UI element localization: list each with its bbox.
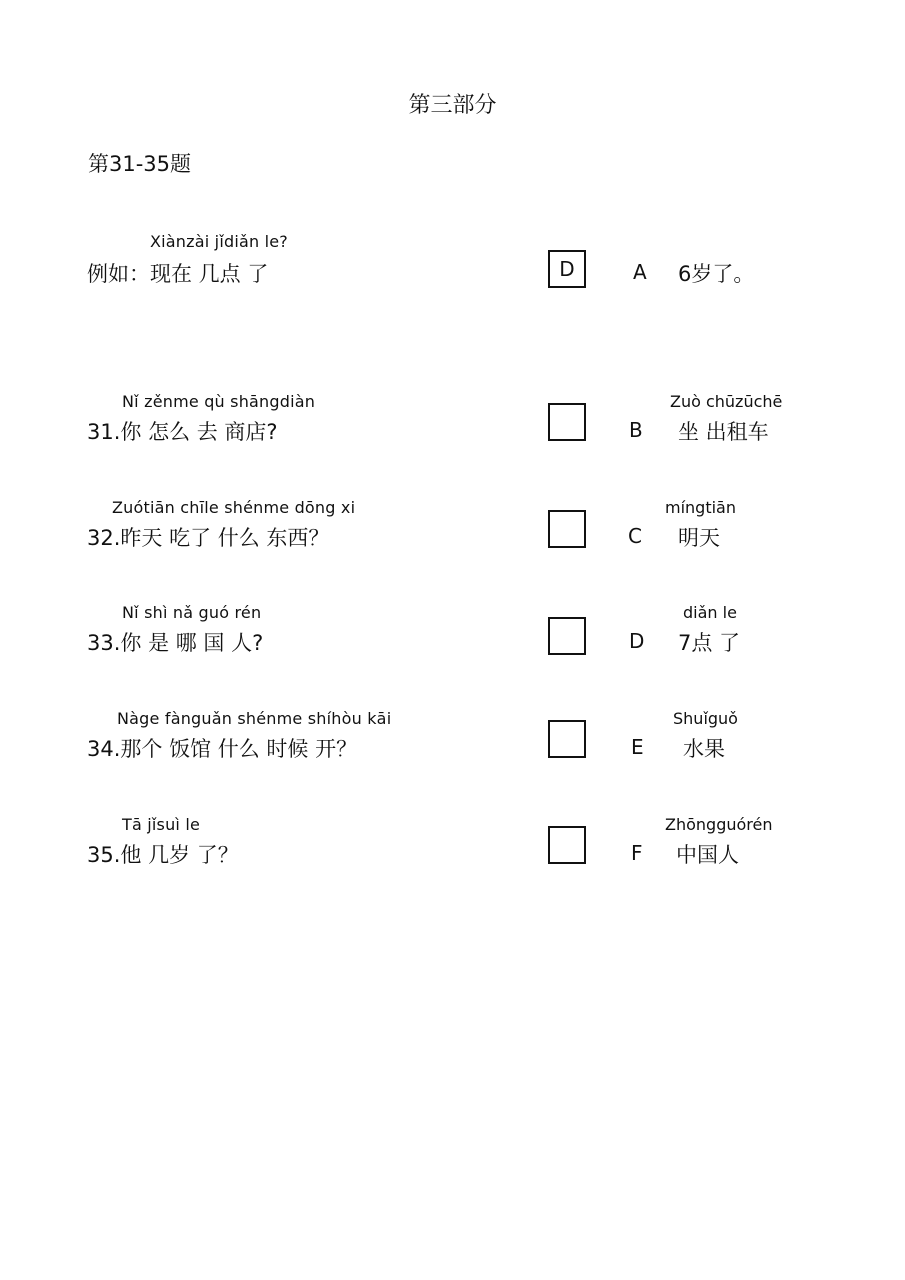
option-f-pinyin: Zhōngguórén <box>665 815 773 834</box>
option-text-c: 明天 <box>678 526 720 550</box>
option-text-a: 6岁了。 <box>678 262 755 286</box>
option-text-f: 中国人 <box>676 843 739 867</box>
question-34-answer-box[interactable] <box>548 720 586 758</box>
question-33-answer-box[interactable] <box>548 617 586 655</box>
question-33-text: 33.你 是 哪 国 人? <box>87 631 264 655</box>
option-letter-f: F <box>631 841 643 865</box>
question-32-answer-box[interactable] <box>548 510 586 548</box>
option-letter-b: B <box>629 418 643 442</box>
question-32-pinyin: Zuótiān chīle shénme dōng xi <box>112 498 356 517</box>
question-34-pinyin: Nàge fànguǎn shénme shíhòu kāi <box>117 709 392 728</box>
question-33-pinyin: Nǐ shì nǎ guó rén <box>122 603 262 622</box>
option-text-d: 7点 了 <box>678 631 741 655</box>
option-d-pinyin: diǎn le <box>683 603 737 622</box>
option-text-e: 水果 <box>683 737 725 761</box>
option-letter-d: D <box>629 629 645 653</box>
option-letter-c: C <box>628 524 642 548</box>
question-35-answer-box[interactable] <box>548 826 586 864</box>
example-pinyin: Xiànzài jǐdiǎn le? <box>150 232 288 251</box>
example-question: 例如：现在 几点 了 <box>87 262 269 286</box>
option-e-pinyin: Shuǐguǒ <box>673 709 738 728</box>
option-text-b: 坐 出租车 <box>678 420 769 444</box>
option-b-pinyin: Zuò chūzūchē <box>670 392 783 411</box>
question-31-text: 31.你 怎么 去 商店? <box>87 420 278 444</box>
option-c-pinyin: míngtiān <box>665 498 736 517</box>
question-31-answer-box[interactable] <box>548 403 586 441</box>
option-letter-e: E <box>631 735 644 759</box>
section-title: 第三部分 <box>408 93 497 118</box>
question-34-text: 34.那个 饭馆 什么 时候 开？ <box>87 737 358 761</box>
question-35-pinyin: Tā jǐsuì le <box>122 815 201 834</box>
question-35-text: 35.他 几岁 了？ <box>87 843 239 867</box>
question-31-pinyin: Nǐ zěnme qù shāngdiàn <box>122 392 316 411</box>
question-range: 第31-35题 <box>88 152 192 176</box>
example-answer-box: D <box>548 250 586 288</box>
option-letter-a: A <box>633 260 647 284</box>
question-32-text: 32.昨天 吃了 什么 东西？ <box>87 526 330 550</box>
